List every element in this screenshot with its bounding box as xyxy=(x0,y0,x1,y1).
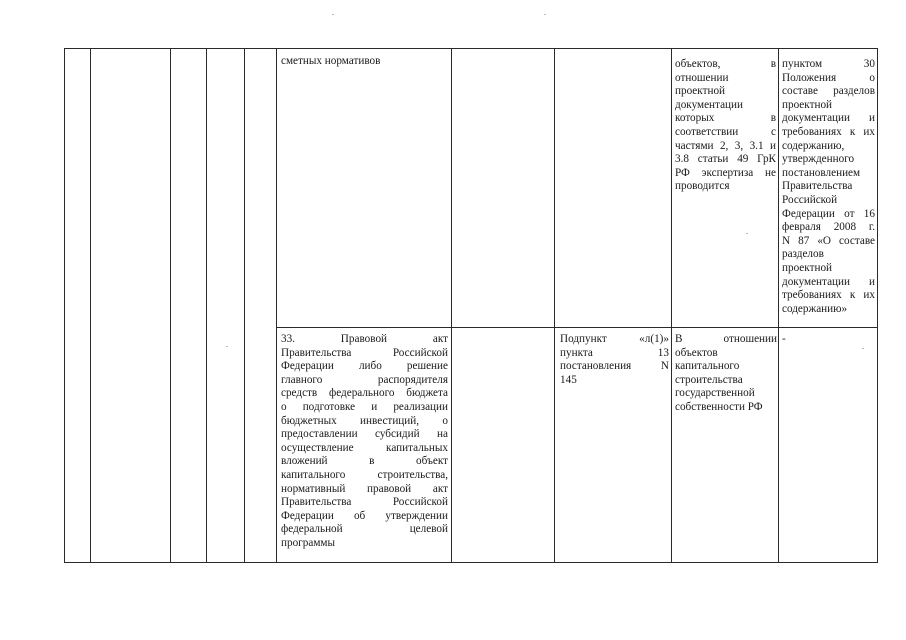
row-divider xyxy=(276,327,878,328)
cell-text-line: собственности РФ xyxy=(675,400,763,413)
table-bottom-border xyxy=(64,562,878,563)
cell-text-line: программы xyxy=(281,536,335,549)
table-top-border xyxy=(64,48,878,49)
cell-text-line: пункта 13 xyxy=(560,346,669,359)
cell-text-line: строительства xyxy=(675,373,743,386)
scan-speck xyxy=(544,14,546,15)
column-divider xyxy=(206,48,207,563)
cell-text-line: Российской xyxy=(782,193,838,206)
cell-text-line: 145 xyxy=(560,373,577,386)
cell-text-line: вложений в объект xyxy=(281,455,448,468)
cell-text-line: постановлением xyxy=(782,166,861,179)
cell-text-line: Федерации от 16 xyxy=(782,207,875,220)
cell-text-line: сметных нормативов xyxy=(281,55,381,67)
scan-speck xyxy=(862,348,864,349)
column-divider xyxy=(451,48,452,563)
row1-document-cell xyxy=(281,55,447,69)
scan-speck xyxy=(332,14,334,15)
cell-text-line: отношении xyxy=(675,71,729,84)
cell-text-line: документации и xyxy=(782,275,875,288)
cell-text-line: государственной xyxy=(675,387,755,400)
cell-text-line: постановления N xyxy=(560,360,669,373)
cell-text-line: проектной xyxy=(782,261,833,274)
cell-text-line: 3.8 статьи 49 ГрК xyxy=(675,153,776,166)
row1-requirements-cell xyxy=(782,58,875,316)
cell-text-line: бюджетных инвестиций, о xyxy=(281,414,448,427)
cell-text-line: соответствии с xyxy=(675,125,776,138)
cell-text-line: февраля 2008 г. xyxy=(782,221,875,234)
scan-speck xyxy=(746,233,748,234)
cell-text-line: главного распорядителя xyxy=(281,373,448,386)
cell-text-line: требованиях к их xyxy=(782,289,875,302)
cell-text-line: требованиях к их xyxy=(782,125,875,138)
cell-text-line: объектов, в xyxy=(675,58,776,70)
cell-text-line: Положения о xyxy=(782,71,875,84)
row1-scope-cell xyxy=(675,58,776,194)
scan-speck xyxy=(226,346,228,347)
cell-text-line: В отношении xyxy=(675,333,777,345)
cell-text-line: Федерации либо решение xyxy=(281,360,448,373)
cell-text-line: РФ экспертиза не xyxy=(675,166,776,179)
column-divider xyxy=(276,48,277,563)
cell-text-line: - xyxy=(782,333,786,345)
cell-text-line: которых в xyxy=(675,112,776,125)
cell-text-line: Правительства xyxy=(782,180,853,193)
cell-text-line: проектной xyxy=(782,98,833,111)
cell-text-line: содержанию» xyxy=(782,302,848,315)
cell-text-line: капитального xyxy=(675,360,740,373)
row2-requirements-cell xyxy=(782,333,872,347)
cell-text-line: Правительства Российской xyxy=(281,346,448,359)
cell-text-line: объектов xyxy=(675,346,718,359)
cell-text-line: Правительства Российской xyxy=(281,496,448,509)
table-right-border xyxy=(877,48,878,563)
cell-text-line: частями 2, 3, 3.1 и xyxy=(675,139,776,152)
cell-text-line: пунктом 30 xyxy=(782,58,875,70)
cell-text-line: утвержденного xyxy=(782,153,855,166)
cell-text-line: нормативный правовой акт xyxy=(281,482,448,495)
column-divider xyxy=(778,48,779,563)
cell-text-line: средств федерального бюджета xyxy=(281,387,448,400)
cell-text-line: 33. Правовой акт xyxy=(281,333,448,345)
cell-text-line: документации и xyxy=(782,112,875,125)
column-divider xyxy=(64,48,65,563)
cell-text-line: осуществление капитальных xyxy=(281,441,448,454)
row2-scope-cell xyxy=(675,333,777,415)
cell-text-line: разделов xyxy=(782,248,824,261)
cell-text-line: документации xyxy=(675,98,743,111)
cell-text-line: N 87 «О составе xyxy=(782,234,875,247)
cell-text-line: федеральной целевой xyxy=(281,523,448,536)
column-divider xyxy=(554,48,555,563)
row2-document-cell xyxy=(281,333,448,551)
cell-text-line: проводится xyxy=(675,180,730,193)
cell-text-line: Федерации об утверждении xyxy=(281,509,448,522)
column-divider xyxy=(90,48,91,563)
cell-text-line: проектной xyxy=(675,85,726,98)
cell-text-line: составе разделов xyxy=(782,85,875,98)
column-divider xyxy=(244,48,245,563)
cell-text-line: содержанию, xyxy=(782,139,845,152)
cell-text-line: предоставлении субсидий на xyxy=(281,428,448,441)
column-divider xyxy=(671,48,672,563)
cell-text-line: Подпункт «л(1)» xyxy=(560,333,669,345)
cell-text-line: капитального строительства, xyxy=(281,468,448,481)
cell-text-line: о подготовке и реализации xyxy=(281,400,448,413)
column-divider xyxy=(170,48,171,563)
row2-basis-cell xyxy=(560,333,669,387)
